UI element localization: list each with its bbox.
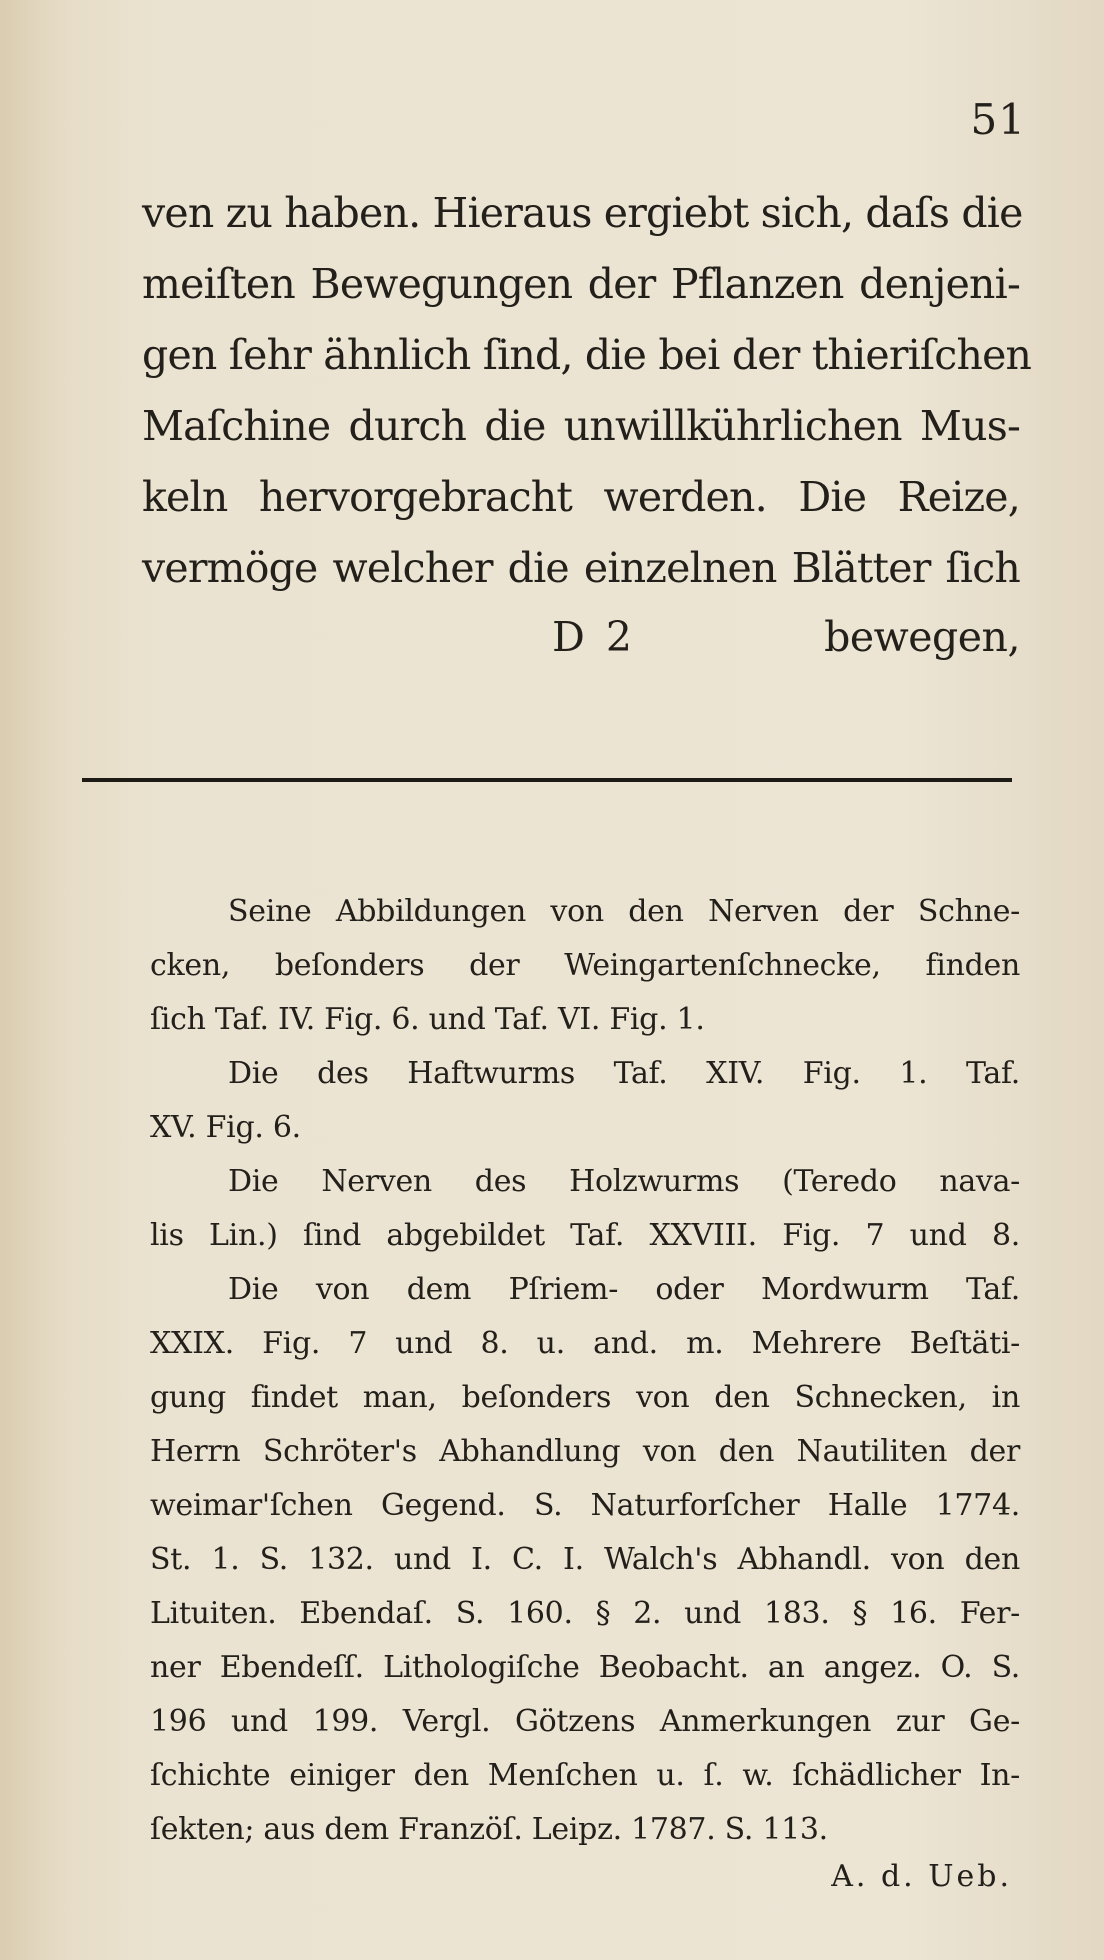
footnote-line: St. 1. S. 132. und I. C. I. Walch's Abhandl. von den [150, 1542, 1020, 1577]
main-text-line: Maſchine durch die unwillkührlichen Mus- [142, 402, 1020, 450]
footnote-line: Herrn Schröter's Abhandlung von den Nautiliten der [150, 1434, 1020, 1469]
footnote-line: XXIX. Fig. 7 und 8. u. and. m. Mehrere Beſtäti- [150, 1326, 1020, 1361]
catchword: bewegen, [824, 613, 1020, 661]
footnote-line: ſich Taf. IV. Fig. 6. und Taf. VI. Fig. 1. [150, 1002, 705, 1037]
footnote-author: A. d. Ueb. [831, 1859, 1012, 1894]
footnote-line: XV. Fig. 6. [150, 1110, 301, 1145]
footnote-line: ſchichte einiger den Menſchen u. ſ. w. ſchädlicher In- [150, 1758, 1020, 1793]
footnote-line: Die Nerven des Holzwurms (Teredo nava- [228, 1164, 1020, 1199]
footnote-line: Die des Haftwurms Taf. XIV. Fig. 1. Taf. [228, 1056, 1020, 1091]
signature-mark: D 2 [552, 613, 636, 661]
footnote-block [150, 885, 1020, 1857]
footnote-line: lis Lin.) ſind abgebildet Taf. XXVIII. Fig. 7 und 8. [150, 1218, 1020, 1253]
footnote-line: Seine Abbildungen von den Nerven der Schne- [228, 894, 1020, 929]
main-text-line: gen ſehr ähnlich ſind, die bei der thieriſchen [142, 331, 1032, 379]
footnote-line: ſekten; aus dem Franzöſ. Leipz. 1787. S. 113. [150, 1812, 828, 1847]
signature-line [142, 602, 1020, 673]
footnote-line: 196 und 199. Vergl. Götzens Anmerkungen zur Ge- [150, 1704, 1020, 1739]
footnote-divider [82, 778, 1012, 782]
footnote-line: ner Ebendeſſ. Lithologiſche Beobacht. an angez. O. S. [150, 1650, 1020, 1685]
footnote-line: gung findet man, beſonders von den Schnecken, in [150, 1380, 1020, 1415]
main-text-line: keln hervorgebracht werden. Die Reize, [142, 473, 1020, 521]
main-text-block [142, 178, 1032, 604]
main-text-line: meiſten Bewegungen der Pflanzen denjeni- [142, 260, 1020, 308]
main-text-line: vermöge welcher die einzelnen Blätter ſich [142, 544, 1020, 592]
footnote-line: cken, beſonders der Weingartenſchnecke, finden [150, 948, 1020, 983]
footnote-line: weimar'ſchen Gegend. S. Naturforſcher Halle 1774. [150, 1488, 1020, 1523]
footnote-line: Lituiten. Ebendaſ. S. 160. § 2. und 183. § 16. Fer- [150, 1596, 1020, 1631]
footnote-line: Die von dem Pſriem- oder Mordwurm Taf. [228, 1272, 1020, 1307]
page-number: 51 [970, 95, 1026, 144]
main-text-line: ven zu haben. Hieraus ergiebt sich, daſs die [142, 189, 1023, 237]
